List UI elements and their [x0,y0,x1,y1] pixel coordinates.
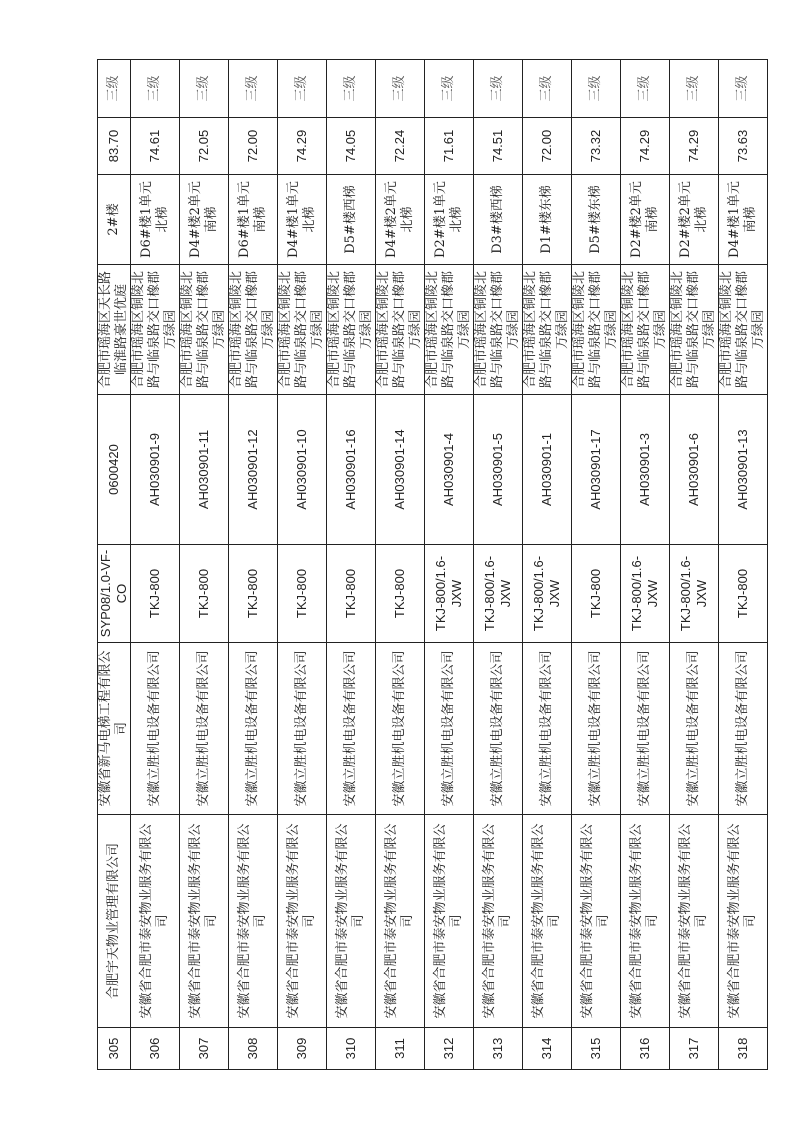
user-unit-cell: 安徽省合肥市泰安物业服务有限公司 [719,815,768,1028]
row-number-cell: 316 [621,1028,670,1070]
maintenance-unit-cell: 安徽立胜机电设备有限公司 [376,643,425,815]
grade-cell: 三级 [278,60,327,118]
address-cell: 合肥市瑶海区铜陵北路与临泉路交口橡郡万绿园 [572,265,621,395]
registration-code-cell: AH030901-16 [327,395,376,545]
table-row [278,60,327,1070]
score-cell: 72.05 [180,118,229,175]
registration-code-cell: AH030901-13 [719,395,768,545]
model-cell: TKJ-800 [327,545,376,643]
location-cell: D1#楼东梯 [523,175,572,265]
model-cell: TKJ-800/1.6-JXW [474,545,523,643]
rotated-table-container [97,60,766,1070]
row-number-cell: 311 [376,1028,425,1070]
model-cell: TKJ-800/1.6-JXW [425,545,474,643]
grade-cell: 三级 [523,60,572,118]
grade-cell: 三级 [670,60,719,118]
address-cell: 合肥市瑶海区铜陵北路与临泉路交口橡郡万绿园 [180,265,229,395]
model-cell: TKJ-800/1.6-JXW [523,545,572,643]
registration-code-cell: AH030901-4 [425,395,474,545]
location-cell: D4#楼2单元南梯 [180,175,229,265]
registration-code-cell: AH030901-14 [376,395,425,545]
model-cell: TKJ-800/1.6-JXW [670,545,719,643]
maintenance-unit-cell: 安徽立胜机电设备有限公司 [327,643,376,815]
location-cell: D5#楼西梯 [327,175,376,265]
registration-code-cell: AH030901-5 [474,395,523,545]
row-number-cell: 305 [98,1028,131,1070]
location-cell: D2#楼2单元南梯 [621,175,670,265]
maintenance-unit-cell: 安徽立胜机电设备有限公司 [425,643,474,815]
grade-cell: 三级 [98,60,131,118]
score-cell: 74.29 [278,118,327,175]
table-row [180,60,229,1070]
row-number-cell: 315 [572,1028,621,1070]
grade-cell: 三级 [621,60,670,118]
score-cell: 74.51 [474,118,523,175]
user-unit-cell: 安徽省合肥市泰安物业服务有限公司 [376,815,425,1028]
location-cell: D2#楼1单元北梯 [425,175,474,265]
user-unit-cell: 安徽省合肥市泰安物业服务有限公司 [278,815,327,1028]
registration-code-cell: AH030901-11 [180,395,229,545]
model-cell: TKJ-800 [719,545,768,643]
maintenance-unit-cell: 安徽省新马电梯工程有限公司 [98,643,131,815]
address-cell: 合肥市瑶海区铜陵北路与临泉路交口橡郡万绿园 [376,265,425,395]
score-cell: 83.70 [98,118,131,175]
registration-code-cell: AH030901-12 [229,395,278,545]
maintenance-unit-cell: 安徽立胜机电设备有限公司 [719,643,768,815]
table-row [670,60,719,1070]
score-cell: 71.61 [425,118,474,175]
table-row [719,60,768,1070]
registration-code-cell: AH030901-9 [131,395,180,545]
table-row [474,60,523,1070]
location-cell: D5#楼东梯 [572,175,621,265]
user-unit-cell: 安徽省合肥市泰安物业服务有限公司 [180,815,229,1028]
user-unit-cell: 安徽省合肥市泰安物业服务有限公司 [670,815,719,1028]
address-cell: 合肥市瑶海区铜陵北路与临泉路交口橡郡万绿园 [621,265,670,395]
registration-code-cell: AH030901-6 [670,395,719,545]
address-cell: 合肥市瑶海区铜陵北路与临泉路交口橡郡万绿园 [474,265,523,395]
location-cell: D4#楼1单元北梯 [278,175,327,265]
grade-cell: 三级 [572,60,621,118]
model-cell: TKJ-800 [376,545,425,643]
user-unit-cell: 安徽省合肥市泰安物业服务有限公司 [621,815,670,1028]
score-cell: 74.29 [621,118,670,175]
grade-cell: 三级 [425,60,474,118]
score-cell: 73.32 [572,118,621,175]
maintenance-unit-cell: 安徽立胜机电设备有限公司 [523,643,572,815]
row-number-cell: 309 [278,1028,327,1070]
address-cell: 合肥市瑶海区铜陵北路与临泉路交口橡郡万绿园 [327,265,376,395]
maintenance-unit-cell: 安徽立胜机电设备有限公司 [474,643,523,815]
location-cell: 2#楼 [98,175,131,265]
table-row [572,60,621,1070]
grade-cell: 三级 [180,60,229,118]
maintenance-unit-cell: 安徽立胜机电设备有限公司 [131,643,180,815]
registration-code-cell: AH030901-1 [523,395,572,545]
registration-code-cell: AH030901-3 [621,395,670,545]
model-cell: TKJ-800/1.6-JXW [621,545,670,643]
registration-code-cell: 0600420 [98,395,131,545]
score-cell: 72.24 [376,118,425,175]
user-unit-cell: 安徽省合肥市泰安物业服务有限公司 [523,815,572,1028]
registration-code-cell: AH030901-10 [278,395,327,545]
table-row [229,60,278,1070]
user-unit-cell: 安徽省合肥市泰安物业服务有限公司 [327,815,376,1028]
grade-cell: 三级 [474,60,523,118]
model-cell: TKJ-800 [229,545,278,643]
row-number-cell: 308 [229,1028,278,1070]
grade-cell: 三级 [719,60,768,118]
row-number-cell: 312 [425,1028,474,1070]
user-unit-cell: 合肥宇天物业管理有限公司 [98,815,131,1028]
location-cell: D6#楼1单元南梯 [229,175,278,265]
score-cell: 73.63 [719,118,768,175]
table-body [98,60,768,1070]
maintenance-unit-cell: 安徽立胜机电设备有限公司 [180,643,229,815]
score-cell: 74.05 [327,118,376,175]
grade-cell: 三级 [229,60,278,118]
maintenance-unit-cell: 安徽立胜机电设备有限公司 [278,643,327,815]
user-unit-cell: 安徽省合肥市泰安物业服务有限公司 [572,815,621,1028]
score-cell: 74.61 [131,118,180,175]
grade-cell: 三级 [376,60,425,118]
score-cell: 72.00 [229,118,278,175]
grade-cell: 三级 [131,60,180,118]
user-unit-cell: 安徽省合肥市泰安物业服务有限公司 [425,815,474,1028]
user-unit-cell: 安徽省合肥市泰安物业服务有限公司 [229,815,278,1028]
location-cell: D3#楼西梯 [474,175,523,265]
location-cell: D4#楼2单元北梯 [376,175,425,265]
row-number-cell: 306 [131,1028,180,1070]
maintenance-unit-cell: 安徽立胜机电设备有限公司 [572,643,621,815]
address-cell: 合肥市瑶海区铜陵北路与临泉路交口橡郡万绿园 [278,265,327,395]
table-row [327,60,376,1070]
table-row [131,60,180,1070]
registration-code-cell: AH030901-17 [572,395,621,545]
elevator-rating-table [97,59,768,1070]
row-number-cell: 307 [180,1028,229,1070]
model-cell: TKJ-800 [131,545,180,643]
address-cell: 合肥市瑶海区铜陵北路与临泉路交口橡郡万绿园 [425,265,474,395]
maintenance-unit-cell: 安徽立胜机电设备有限公司 [229,643,278,815]
model-cell: TKJ-800 [180,545,229,643]
location-cell: D6#楼1单元北梯 [131,175,180,265]
row-number-cell: 314 [523,1028,572,1070]
table-row [523,60,572,1070]
table-row [376,60,425,1070]
row-number-cell: 310 [327,1028,376,1070]
score-cell: 72.00 [523,118,572,175]
maintenance-unit-cell: 安徽立胜机电设备有限公司 [621,643,670,815]
model-cell: SYP08/1.0-VF-CO [98,545,131,643]
table-row [98,60,131,1070]
address-cell: 合肥市瑶海区铜陵北路与临泉路交口橡郡万绿园 [670,265,719,395]
model-cell: TKJ-800 [572,545,621,643]
table-row [425,60,474,1070]
model-cell: TKJ-800 [278,545,327,643]
address-cell: 合肥市瑶海区天长路临淮路豪世优庭 [98,265,131,395]
address-cell: 合肥市瑶海区铜陵北路与临泉路交口橡郡万绿园 [131,265,180,395]
address-cell: 合肥市瑶海区铜陵北路与临泉路交口橡郡万绿园 [523,265,572,395]
row-number-cell: 317 [670,1028,719,1070]
grade-cell: 三级 [327,60,376,118]
row-number-cell: 313 [474,1028,523,1070]
location-cell: D2#楼2单元北梯 [670,175,719,265]
address-cell: 合肥市瑶海区铜陵北路与临泉路交口橡郡万绿园 [229,265,278,395]
row-number-cell: 318 [719,1028,768,1070]
user-unit-cell: 安徽省合肥市泰安物业服务有限公司 [474,815,523,1028]
location-cell: D4#楼1单元南梯 [719,175,768,265]
score-cell: 74.29 [670,118,719,175]
address-cell: 合肥市瑶海区铜陵北路与临泉路交口橡郡万绿园 [719,265,768,395]
user-unit-cell: 安徽省合肥市泰安物业服务有限公司 [131,815,180,1028]
maintenance-unit-cell: 安徽立胜机电设备有限公司 [670,643,719,815]
table-row [621,60,670,1070]
